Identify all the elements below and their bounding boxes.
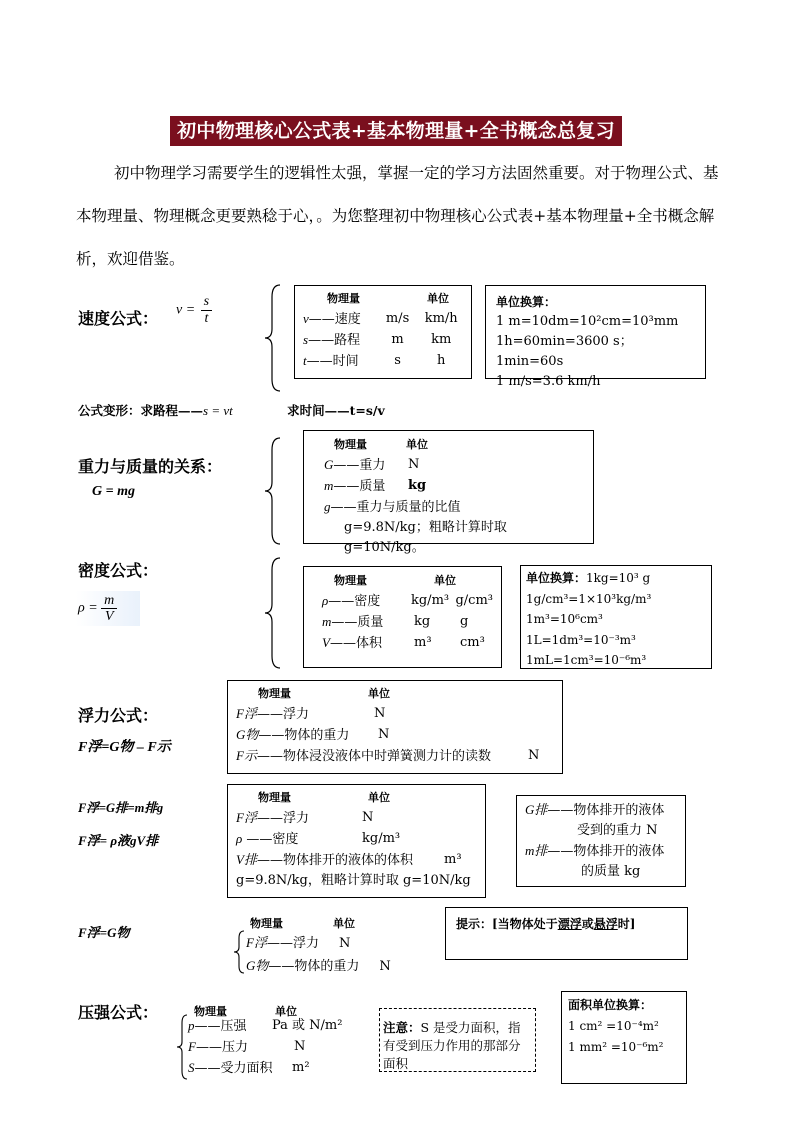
- row-name: ——物体排开的液体的体积: [256, 853, 413, 868]
- density-label: 密度公式：: [78, 561, 159, 580]
- table-row: [246, 955, 391, 978]
- gravity-note: g=9.8N/kg；粗略计算时取 g=10N/kg。: [344, 520, 507, 555]
- buoyancy-side-box: [516, 795, 686, 887]
- conversion-line: 1kg=10³ g: [586, 571, 651, 585]
- conversion-title: 面积单位换算：: [568, 998, 653, 1012]
- header-quantity: 物理量: [327, 292, 360, 305]
- table-row: [246, 932, 391, 955]
- buoyancy-note: g=9.8N/kg，粗略计算时取 g=10N/kg: [236, 873, 471, 888]
- table-row: [303, 330, 463, 351]
- row-unit: kg: [414, 614, 431, 629]
- buoyancy-table-1: [227, 680, 563, 774]
- speed-formula-num: s: [201, 294, 212, 311]
- gravity-formula: G = mg: [92, 484, 135, 499]
- conversion-line: 1mL=1cm³=10⁻⁶m³: [526, 653, 647, 667]
- header-quantity: 物理量: [334, 574, 367, 587]
- row-unit: N: [374, 706, 386, 721]
- gravity-label: 重力与质量的关系：: [78, 457, 223, 476]
- row-name: ——密度: [242, 832, 299, 847]
- note-text: S 是受力面积，指有受到压力作用的那部分面积: [383, 1020, 521, 1071]
- row-symbol: m排: [525, 843, 548, 858]
- row-symbol: F: [188, 1039, 196, 1054]
- row-unit-alt: km/h: [424, 311, 458, 326]
- speed-formula: [176, 294, 212, 327]
- row-name: ——路程: [308, 333, 361, 348]
- density-conversion-box: [520, 565, 712, 669]
- row-symbol: g: [324, 499, 331, 514]
- header-unit: 单位: [333, 917, 355, 930]
- row-symbol: G物: [246, 958, 269, 973]
- row-symbol: G: [324, 457, 334, 472]
- speed-formula-den: t: [204, 311, 209, 326]
- row-symbol: F示: [236, 748, 257, 763]
- gravity-table: [303, 430, 594, 555]
- header-unit: 单位: [406, 438, 428, 451]
- row-unit-alt: g/cm³: [455, 593, 493, 608]
- hint-suspend: 悬浮: [593, 917, 618, 931]
- table-row: [312, 633, 493, 654]
- header-unit: 单位: [427, 292, 449, 305]
- row-unit: m/s: [385, 311, 410, 326]
- pressure-label: 压强公式：: [78, 1003, 159, 1022]
- row-name: ——速度: [308, 312, 361, 327]
- buoyancy-table-2: [227, 784, 486, 898]
- row-name-cont: 的质量 kg: [581, 864, 641, 879]
- row-symbol: V: [322, 635, 330, 650]
- table-row: [236, 704, 554, 725]
- conversion-line: 1 m/s=3.6 km/h: [496, 374, 601, 389]
- row-unit: Pa 或 N/m²: [272, 1018, 343, 1033]
- row-symbol: S: [188, 1060, 195, 1075]
- table-row: [188, 1016, 342, 1037]
- intro-paragraph: 初中物理学习需要学生的逻辑性太强，掌握一定的学习方法固然重要。对于物理公式、基本物理量、物理概念更要熟稔于心，。为您整理初中物理核心公式表+基本物理量+全书概念解析，欢迎借鉴。: [76, 164, 719, 268]
- row-unit-alt: h: [437, 353, 446, 368]
- table-row: [236, 746, 554, 767]
- table-row: [188, 1037, 342, 1058]
- buoyancy-formula-2: F浮=G排=m排g: [78, 801, 164, 815]
- row-unit: s: [394, 353, 401, 368]
- buoyancy-formula-4: F浮=G物: [78, 925, 130, 940]
- hint-text: 提示：[当物体处于: [456, 917, 558, 931]
- variant-label-time: 求时间——: [287, 403, 350, 418]
- density-table: [303, 566, 502, 668]
- table-row: [312, 497, 585, 518]
- conversion-line: 1 m=10dm=10²cm=10³mm: [496, 314, 679, 329]
- speed-conversion-box: [485, 285, 706, 389]
- hint-box: [445, 907, 688, 960]
- row-name: ——浮力: [256, 811, 309, 826]
- header-unit: 单位: [275, 1005, 297, 1018]
- row-unit: kg/m³: [410, 593, 450, 608]
- hint-float: 漂浮: [557, 917, 582, 931]
- row-unit: kg: [408, 478, 427, 493]
- row-unit: N: [338, 936, 351, 951]
- row-name: ——重力与质量的比值: [330, 500, 461, 515]
- row-symbol: V排: [236, 852, 257, 867]
- row-name: ——质量: [331, 615, 384, 630]
- header-quantity: 物理量: [194, 1005, 227, 1018]
- header-unit: 单位: [368, 687, 390, 700]
- density-formula: [76, 591, 140, 626]
- conversion-line: 1 mm² =10⁻⁶m²: [568, 1040, 664, 1054]
- row-name: ——物体排开的液体: [547, 803, 665, 818]
- row-symbol: t: [303, 353, 307, 368]
- table-row: [303, 309, 463, 330]
- variant-formula-distance: s = vt: [203, 403, 233, 418]
- conversion-line: 1h=60min=3600 s； 1min=60s: [496, 334, 633, 369]
- row-symbol: F浮: [246, 935, 267, 950]
- pressure-note-box: [379, 1008, 536, 1072]
- row-name: ——浮力: [256, 707, 309, 722]
- row-unit: N: [378, 727, 390, 742]
- row-unit: N: [379, 959, 391, 974]
- conversion-line: 1g/cm³=1×10³kg/m³: [526, 591, 652, 606]
- row-unit: m²: [292, 1060, 310, 1075]
- density-formula-left: ρ =: [78, 600, 98, 616]
- page-title: 初中物理核心公式表+基本物理量+全书概念总复习: [170, 116, 622, 146]
- row-name: ——重力: [333, 458, 386, 473]
- table-row: [312, 591, 493, 612]
- note-title: 注意：: [383, 1020, 421, 1035]
- table-row: [188, 1058, 342, 1079]
- row-symbol: ρ: [322, 593, 329, 608]
- row-unit: N: [528, 748, 540, 763]
- header-quantity: 物理量: [250, 917, 283, 930]
- variant-label: 公式变形：求路程——: [78, 403, 204, 418]
- header-unit: 单位: [434, 574, 456, 587]
- table-row: [312, 476, 585, 497]
- row-unit: m³: [414, 635, 432, 650]
- table-row: [236, 829, 477, 850]
- header-quantity: 物理量: [334, 438, 367, 451]
- row-symbol: s: [303, 332, 309, 347]
- speed-brace: [262, 283, 282, 393]
- conversion-line: 1L=1dm³=10⁻³m³: [526, 632, 636, 647]
- variant-formula-time: t=s/v: [349, 403, 385, 418]
- density-brace: [262, 556, 282, 670]
- row-name: ——浮力: [266, 936, 319, 951]
- conversion-line: 1m³=10⁶cm³: [526, 612, 603, 626]
- row-unit-alt: cm³: [460, 635, 485, 650]
- buoyancy3-headers: [250, 915, 355, 931]
- row-symbol: m: [324, 478, 334, 493]
- row-name: ——质量: [333, 479, 386, 494]
- row-symbol: v: [303, 311, 309, 326]
- row-symbol: G物: [236, 727, 259, 742]
- buoyancy-formula-3: F浮= ρ液gV排: [78, 833, 159, 848]
- speed-label: 速度公式：: [78, 309, 159, 328]
- speed-table: [294, 285, 472, 379]
- hint-or: 或: [581, 917, 594, 931]
- conversion-title: 单位换算：: [496, 295, 557, 309]
- table-row: [236, 808, 477, 829]
- speed-variant: [78, 401, 385, 419]
- header-quantity: 物理量: [258, 687, 291, 700]
- row-symbol: F浮: [236, 706, 257, 721]
- row-name: ——压力: [195, 1040, 248, 1055]
- row-unit: N: [294, 1039, 306, 1054]
- row-name: ——体积: [329, 636, 382, 651]
- conversion-title: 单位换算：: [526, 571, 587, 585]
- row-symbol: ρ: [236, 831, 243, 846]
- row-name: ——物体排开的液体: [547, 844, 665, 859]
- density-formula-den: V: [104, 609, 114, 624]
- row-name: ——受力面积: [194, 1061, 273, 1076]
- table-row: [312, 455, 585, 476]
- row-unit: kg/m³: [362, 831, 401, 846]
- row-name: ——时间: [306, 354, 359, 369]
- row-unit-alt: km: [431, 332, 452, 347]
- table-row: [312, 612, 493, 633]
- side-item: [525, 841, 677, 862]
- pressure-rows: [188, 1016, 342, 1079]
- speed-formula-left: v =: [176, 302, 196, 318]
- pressure-brace: [175, 1014, 189, 1080]
- buoyancy3-brace: [232, 930, 246, 974]
- buoyancy-formula-1: F浮=G物 – F示: [78, 740, 171, 755]
- table-row: [236, 850, 477, 871]
- row-name-cont: 受到的重力 N: [577, 823, 658, 838]
- row-unit: m: [391, 332, 404, 347]
- table-row: [303, 351, 463, 372]
- row-name: ——密度: [328, 594, 381, 609]
- conversion-line: 1 cm² =10⁻⁴m²: [568, 1019, 659, 1033]
- row-symbol: m: [322, 614, 332, 629]
- row-name: ——物体的重力: [258, 728, 350, 743]
- gravity-brace: [262, 436, 282, 546]
- row-unit: m³: [444, 852, 462, 867]
- header-quantity: 物理量: [258, 791, 291, 804]
- density-formula-num: m: [101, 593, 117, 609]
- row-name: ——压强: [194, 1019, 247, 1034]
- table-row: [236, 725, 554, 746]
- row-name: ——物体浸没液体中时弹簧测力计的读数: [256, 749, 491, 764]
- row-unit: N: [362, 810, 374, 825]
- row-symbol: F浮: [236, 810, 257, 825]
- header-unit: 单位: [368, 791, 390, 804]
- area-conversion-box: [561, 991, 687, 1084]
- side-item: [525, 800, 677, 821]
- row-symbol: G排: [525, 802, 548, 817]
- row-name: ——物体的重力: [268, 959, 360, 974]
- row-symbol: p: [188, 1018, 195, 1033]
- buoyancy-label: 浮力公式：: [78, 706, 159, 725]
- row-unit: N: [408, 457, 420, 472]
- hint-end: 时]: [617, 917, 636, 931]
- buoyancy3-rows: [246, 932, 391, 978]
- row-unit-alt: g: [460, 614, 469, 629]
